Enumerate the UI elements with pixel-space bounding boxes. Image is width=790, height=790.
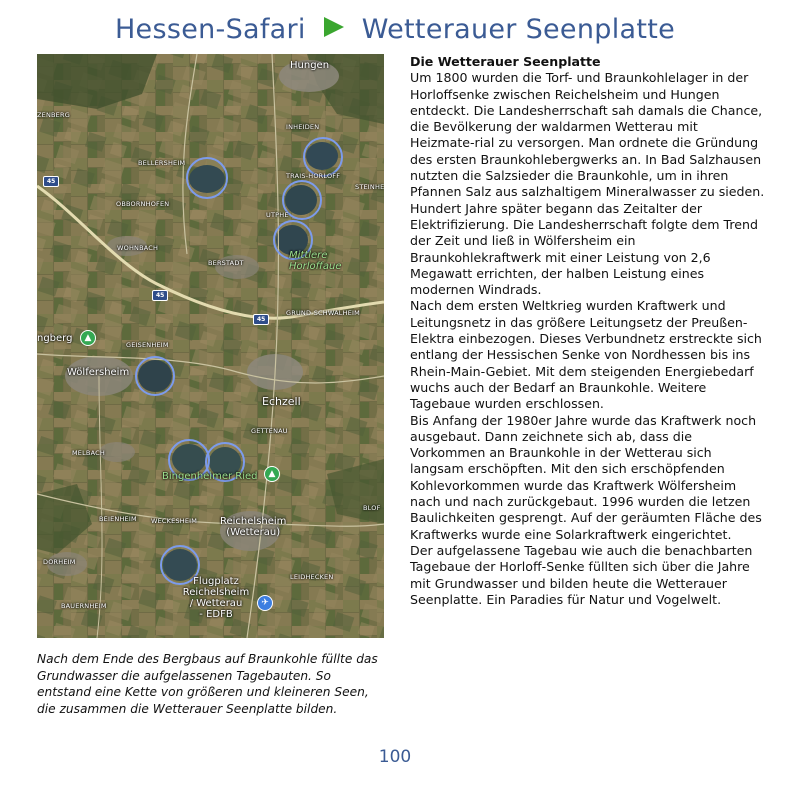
map-label-utphe: UTPHE — [266, 211, 289, 219]
article-paragraph: Nach dem ersten Weltkrieg wurden Kraftwerk und Leitungsnetz in das größere Leitungsetz der Preußen-Elektra einbezogen. Dieses Verbundnetz erstreckte sich entlang der Hessischen Senke von Nordhessen bis ins Rhein-Main-Gebiet. Mit dem steigenden Energiebedarf wuchs auch der Bedarf an Braunkohle. Weitere Tagebaue wurden erschlossen. — [410, 298, 762, 412]
map-label-line: Horloffaue — [289, 261, 342, 272]
map-label-weckesheim: WECKESHEIM — [151, 517, 198, 525]
road-shield-a45: 45 — [152, 290, 168, 301]
lake-ring-bellersheim — [186, 157, 228, 199]
map-label-steinheim: STEINHE — [355, 183, 384, 191]
article-heading: Die Wetterauer Seenplatte — [410, 54, 601, 69]
article-paragraph: Der aufgelassene Tagebau wie auch die benachbarten Tagebaue der Horloff-Senke füllten sich über die Jahre mit Grundwasser und bilden heute die Wetterauer Seenplatte. Ein Paradies für Natur und Vogelwelt. — [410, 542, 753, 607]
map-label-mittlere-horloffaue — [289, 250, 341, 272]
road-shield-a45: 45 — [43, 176, 59, 187]
map-label-line: Reichelsheim — [182, 587, 250, 598]
map-label-grund-schwalheim: GRUND-SCHWALHEIM — [286, 309, 360, 317]
map-label-beienheim: BEIENHEIM — [99, 515, 137, 523]
park-pin-icon[interactable]: ▲ — [80, 330, 96, 346]
map-caption: Nach dem Ende des Bergbaus auf Braunkohle füllte das Grundwasser die aufgelassenen Tagebauten. So entstand eine Kette von größeren und kleineren Seen, die zusammen die Wetterauer Seenplatte bilden. — [37, 652, 378, 716]
page-number: 100 — [378, 747, 412, 767]
map-label-leidhecken: LEIDHECKEN — [290, 573, 334, 581]
header-title-right: Wetterauer Seenplatte — [361, 14, 676, 45]
map-label-line: / Wetterau — [189, 598, 243, 609]
map-label-dorheim: DORHEIM — [43, 558, 76, 566]
map-label-melbach: MELBACH — [72, 449, 105, 457]
article-paragraph: Bis Anfang der 1980er Jahre wurde das Kraftwerk noch ausgebaut. Dann zeichnete sich ab, dass die Vorkommen an Braunkohle in der Wetterau sich langsam erschöpften. Mit den sich erschöpfenden Kohlevorkommen wurde das Kraftwerk Wölfersheim nach und nach zurückgebaut. 1996 wurden die letzen Baulichkeiten gesprengt. Auf der geräumten Fläche des Kraftwerks wurde eine Solarkraftwerk eingerichtet. — [410, 412, 762, 542]
lake-ring-wolfersheim — [135, 356, 175, 396]
header-title-left: Hessen-Safari — [114, 14, 306, 45]
article-paragraph: Hundert Jahre später begann das Zeitalter der Elektrifizierung. Die Landesherrschaft folgte dem Trend der Zeit und ließ in Wölfersheim ein Braunkohlekraftwerk mit einer Leistung von 2,6 Megawatt errichten, der halben Leistung eines modernen Windrads. — [410, 200, 759, 298]
map-label-gettenau: GETTENAU — [251, 427, 288, 435]
page-header — [0, 14, 790, 45]
map-label-blofeld: BLOF — [363, 504, 381, 512]
map-label-reichelsheim — [220, 516, 286, 538]
map-label-bingenheimer-ried: Bingenheimer Ried — [162, 471, 258, 482]
map-label-line: Reichelsheim — [220, 516, 287, 527]
map-label-line: - EDFB — [199, 609, 233, 620]
map-label-bauernheim: BAUERNHEIM — [61, 602, 107, 610]
map-label-geisenheim: GEISENHEIM — [126, 341, 169, 349]
map-label-berstadt: BERSTADT — [208, 259, 244, 267]
map-label-echzell: Echzell — [262, 395, 301, 408]
map-label-flugplatz — [181, 576, 251, 620]
article — [410, 54, 766, 608]
map-label-zenberg: ZENBERG — [37, 111, 70, 119]
play-arrow-icon — [324, 17, 344, 37]
map-label-line: Flugplatz — [193, 576, 239, 587]
map-label-ngberg: ngberg — [37, 333, 73, 344]
map-label-trais-horloff: TRAIS-HORLOFF — [286, 172, 341, 180]
road-shield-a45: 45 — [253, 314, 269, 325]
lake-ring-inheiden — [303, 137, 343, 177]
map-label-wolfersheim: Wölfersheim — [67, 367, 130, 378]
map-label-line: (Wetterau) — [226, 527, 281, 538]
park-pin-icon[interactable]: ▲ — [264, 466, 280, 482]
map-label-inheiden: INHEIDEN — [286, 123, 320, 131]
article-paragraph: Um 1800 wurden die Torf- und Braunkohlelager in der Horloffsenke zwischen Reichelsheim und Hungen entdeckt. Die Landesherrschaft sah damals die Chance, die Bevölkerung der waldarmen Wetterau mit Heizmate-rial zu versorgen. Man ordnete die Gründung des ersten Braunkohlebergwerks an. In Bad Salzhausen nutzten die Salzsieder die Braunkohle, um in ihren Pfannen Salz aus salzhaltigem Mineralwasser zu sieden. — [410, 70, 765, 200]
map-label-wohnbach: WOHNBACH — [117, 244, 159, 252]
map-label-bellersheim: BELLERSHEIM — [138, 159, 186, 167]
map-label-obbornhofen: OBBORNHOFEN — [116, 200, 170, 208]
satellite-map — [37, 54, 384, 638]
airport-icon[interactable]: ✈ — [257, 595, 273, 611]
map-label-line: Mittlere — [289, 250, 328, 261]
map-label-hungen: Hungen — [290, 60, 330, 71]
